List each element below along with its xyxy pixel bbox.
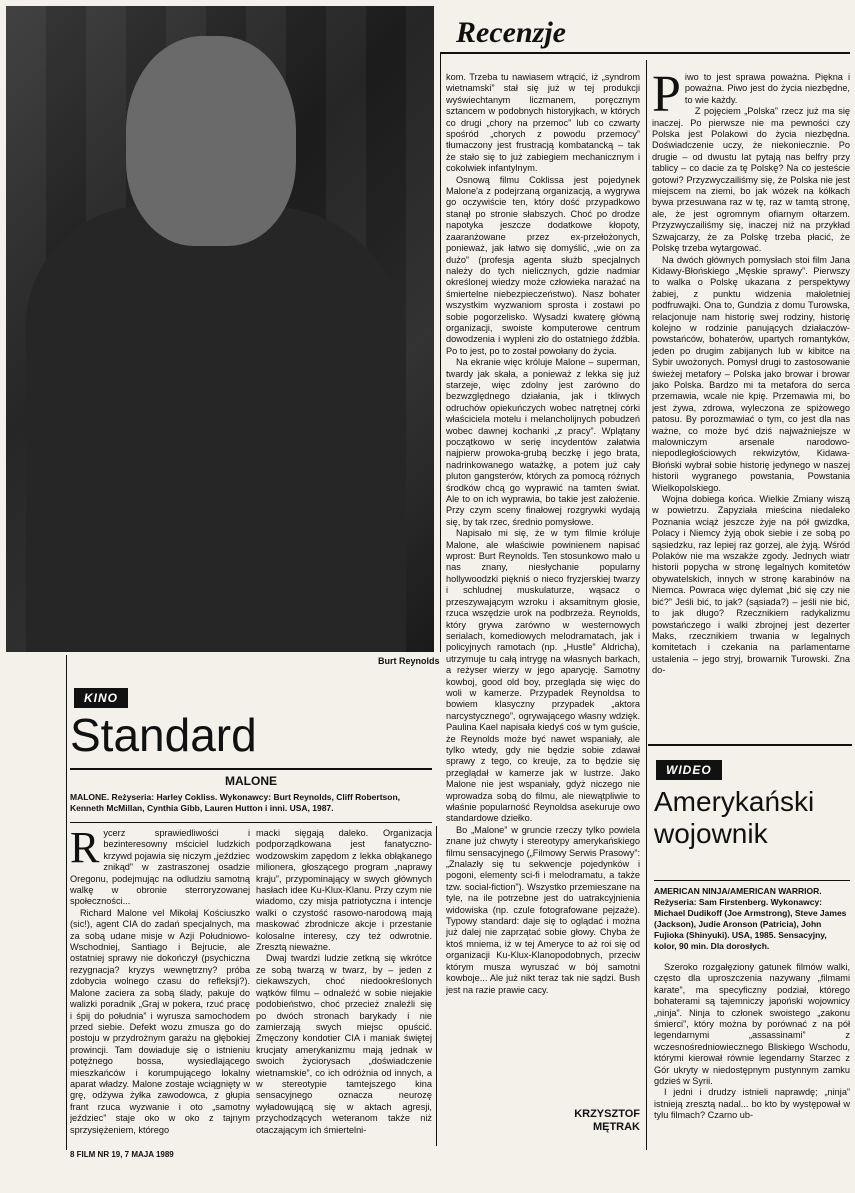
photo-burt-reynolds bbox=[6, 6, 434, 652]
kino-column-3 bbox=[446, 72, 640, 1102]
film-heading: MALONE bbox=[225, 774, 277, 788]
film-credits: MALONE. Reżyseria: Harley Cokliss. Wykonawcy: Burt Reynolds, Cliff Robertson, Kenneth McMillan, Cynthia Gibb, Lauren Hutton i inni. USA, 1987. bbox=[70, 792, 401, 813]
wideo-credits: AMERICAN NINJA/AMERICAN WARRIOR. Reżyseria: Sam Firstenberg. Wykonawcy: Michael Dudikoff (Joe Armstrong), Steve James (Jackson), Judie Aronson (Patricia), John Fujioka (Shinyuki). USA, 1985. Sensacyjny, kolor, 90 min. Dla dorosłych. bbox=[654, 886, 847, 951]
dropcap: R bbox=[70, 828, 100, 872]
title-rule bbox=[70, 768, 432, 770]
wideo-tag: WIDEO bbox=[656, 760, 722, 780]
paragraph: Napisało mi się, że w tym filmie króluje Malone, ale właściwie powinienem napisać wprost: Burt Reynolds. Ten stosunkowo mało u nas znany, niesłychanie popularny hollywoodzki piękniś o nieco fryzjerskiej twarzy i schludnej muskulaturze, wąsacz o przeszywającym wzroku i aksamitnym głosie, rzuca wszędzie urok na podbrzeża. Reynolds, który grywa zarówno w westernowych serialach, komediowych melodramatach, jak i policyjnych ramotach (np. „Hustle” Aldricha), utrzymuje tu całą intrygę na własnych barkach, a reżyser wierzy w jego aparycję. Samotny kowboj, good old boy, przegląda się więc do woli w kamerze. Przypadek Reynoldsa to bowiem klasyczny przypadek „aktora narcystycznego”, ogrywającego własny wdzięk. Paulina Kael napisała kiedyś coś w tym guście, że Reynolds może być nawet wspaniały, ale tylko wtedy, gdy nie będzie sobie zdawał sprawy z tego, co kreuje, za to będzie się przeglądał w kamerze jak w lustrze. Jako Malone nie jest wspaniały, gdyż niczego nie wprowadza sobą do filmu, ale niewątpliwie to właśnie popularność Reynoldsa asekuruje owo standardowe dziełko. bbox=[446, 528, 640, 824]
right-review bbox=[652, 72, 850, 742]
paragraph: Bo „Malone” w gruncie rzeczy tylko powiela znane już chwyty i stereotypy amerykańskiego filmu sensacyjnego („Filmowy Serwis Prasowy”: „Znalazły się tu sekwencje pojedynków i pogoni, elementy sci-fi i melodramatu, a także tzw. social-fiction”). Wszystko przemieszane na tyle, na ile potrzebne jest do uatrakcyjnienia widowiska (np. czule fotografowane pejzaże). Typowy standard: daje się to oglądać i można już dalej nie zaprzątać sobie głowy. Chyba że ktoś mniema, iż w tej Ameryce to aż roi się od organizacji Ku-Klux-Klanopodobnych, przeciw którym musza wyruszać w bój samotni kowboje... Ale już nikt teraz tak nie sądzi. Bush jest na razie prawie cacy. bbox=[446, 824, 640, 995]
paragraph: Z pojęciem „Polska” rzecz już ma się inaczej. Po pierwsze nie ma pewności czy Polska jest Polakowi do życia niezbędna. Doświadczenie uczy, że niekoniecznie. Po drugie – od dwustu lat pytają nas belfry przy tablicy – co dacie za tę Polskę? Na co jesteście gotowi? Przyzwyczailiśmy się, że Polska nie jest miejscem na ziemi, bo jak wózek na kółkach bywa przesuwana raz w tę, raz w tamtą stronę, ale, że jest ogromnym ofiarnym ołtarzem. Przyzwyczailiśmy się, inaczej niż na przykład Szwajcarzy, że za Polskę trzeba płacić, że Polskę trzeba wytargować. bbox=[652, 106, 850, 254]
author-first-name: KRZYSZTOF bbox=[574, 1108, 640, 1120]
kino-column-2 bbox=[256, 828, 432, 1148]
kino-tag: KINO bbox=[74, 688, 128, 708]
paragraph: Osnową filmu Coklissa jest pojedynek Malone'a z podejrzaną organizacją, a wygrywa go oczywiście ten, który dość przypadkowo stanął po stronie słabszych. Choć po drodze napotyka jeszcze dodatkowe kłopoty, zaaranżowane przez ex-przełożonych, ponieważ, jak łatwo się domyślić, „wie on za dużo” (profesja agenta służb specjalnych należy do tych nielicznych, gdzie nadmiar określonej wiedzy może człowieka narażać na śmiertelne niebezpieczeństwo). Nasz bohater wszystkim wyzwaniom sprosta i zostawi po sobie pogorzelisko. Wysadzi kwaterę główną organizacji, swoiste komputerowe centrum dowodzenia i wypleni zło do ostatniego źdźbła. Po to jest, po to został powołany do życia. bbox=[446, 174, 640, 356]
article-title: Standard bbox=[70, 709, 257, 761]
photo-figure-body bbox=[26, 206, 406, 652]
author-last-name: MĘTRAK bbox=[592, 1121, 640, 1133]
author-byline bbox=[520, 1108, 640, 1134]
paragraph: ycerz sprawiedliwości i bezinteresowny mściciel ludzkich krzywd pojawia się niczym „jeździec znikąd” w zastraszonej osadzie Oregonu, podejmując na odludziu samotną walkę w obronie sterroryzowanej społeczności... bbox=[70, 828, 250, 907]
paragraph: iwo to jest sprawa poważna. Piękna i poważna. Piwo jest do życia niezbędne, to wie każdy. bbox=[684, 72, 850, 105]
kino-column-1 bbox=[70, 828, 250, 1148]
paragraph: Dwaj twardzi ludzie zetkną się wkrótce ze sobą twarzą w twarz, by – jeden z ciekawszych, choć niedookreślonych wątków filmu – odnaleźć w sobie niejakie podobieństwo, choć przecież znaleźli się po dwóch stronach barykady i nie zamierzają swych miejsc opuścić. Zmęczony kondotier CIA i maniak świętej krucjaty amerykanizmu mają jednak w swoich życiorysach „doświadczenie wietnamskie”, co ich odróżnia od innych, a w stereotypie tamtejszego kina sensacyjnego oznacza neurozę wyładowującą się w aktach agresji, przychodzących weteranom także niż otaczającym ich śmiertelni- bbox=[256, 953, 432, 1135]
wideo-title-rule bbox=[654, 880, 850, 881]
page-footer: 8 FILM NR 19, 7 MAJA 1989 bbox=[70, 1150, 174, 1159]
credits-rule bbox=[70, 822, 432, 823]
paragraph: Richard Malone vel Mikołaj Kościuszko (sic!), agent CIA do zadań specjalnych, ma za sobą udane misje w Azji Południowo-Wschodniej, Santiago i Bejrucie, ale ostatniej sprawy nie dokończył (psychiczna rezygnacja? kryzys wewnętrzny? próba zdobycia wolnego czasu do refleksji?). Malone zaciera za sobą ślady, pakuje do walizki poradnik „Graj w pokera, rzuć pracę i śpij do południa” i wyrusza samochodem przed siebie. Defekt wozu zmusza go do postoju w przydrożnym garażu na głębokiej prowincji. Tam dowiaduje się o istnieniu potężnego bossa, wysiedlającego mieszkańców i korumpującego lokalny aparat władzy. Malone zostaje wciągnięty w grę, odżywa żyłka zawodowca, z głupia frant rzuca wyzwanie i oto „samotny jeździec” staje oko w oko z tajnym sprzysiężeniem, którego bbox=[70, 907, 250, 1135]
paragraph: macki sięgają daleko. Organizacja podporządkowana jest fanatyczno-wodzowskim zapędom z lekka obłąkanego milionera, głoszącego program „naprawy kraju”, przypominający w swych głównych hasłach idee Ku-Klux-Klanu. Przy czym nie wiadomo, czy misja patriotyczna i intencje walki o czystość rasowo-narodową mają maskować zbrodnicze akcje i przestanie kolosalne interesy, czy też odwrotnie. Zresztą nieważne. bbox=[256, 828, 432, 953]
photo-caption: Burt Reynolds bbox=[378, 656, 440, 666]
column-rule bbox=[440, 52, 441, 652]
wideo-title bbox=[654, 786, 854, 850]
column-rule bbox=[646, 60, 647, 1150]
paragraph: kom. Trzeba tu nawiasem wtrącić, iż „syndrom wietnamski” stał się już w tej produkcji wyświechtanym liczmanem, poręcznym sztancem w podobnych historyjkach, w których co drugi „chory na przemoc” lub co czwarty spośród „chorych z powodu przemocy” tłumaczony jest frustracją kombatancką – tak że stało się to już zabiegiem mechanicznym i cokolwiek infantylnym. bbox=[446, 72, 640, 174]
paragraph: Wojna dobiega końca. Wielkie Zmiany wiszą w powietrzu. Zapyziała mieścina niedaleko Poznania wciąż jeszcze żyje na pół gwizdka, Polacy i Niemcy żyją obok siebie i ze sobą po sąsiedzku, raz lepiej raz gorzej, ale żyją. Wśród Polaków nie ma wszakże zgody. Jednych wiatr historii popycha w stronę legalnych komitetów obywatelskich, innych w stronę karabinów na Niemca. Powraca więc dylemat „bić się czy nie bić?” Jeśli bić, to jak? (sąsiada?) – jeśli nie bić, to jak długo? Rzecznikiem radykalizmu powstańczego i walki zbrojnej jest dezerter Maks, rzecznikiem trwania w legalnych komitetach i czekania na parlamentarne ustalenia – jego stryj, browarnik Turowski. Zna do- bbox=[652, 494, 850, 676]
wideo-title-line-1: Amerykański bbox=[654, 786, 815, 817]
section-title: Recenzje bbox=[456, 16, 566, 49]
paragraph: Na dwóch głównych pomysłach stoi film Jana Kidawy-Błońskiego „Męskie sprawy”. Pierwszy to walka o Polskę ukazana z perspektywy żabiej, z punktu widzenia małoletniej podfruwajki. Ona to, Gundzia z domu Turowska, relacjonuje nam historię swej rodziny, historię kolejno w rodzinie panujących działaczów-powstańców, bohaterów, upartych romantyków, jeden po drugim zabijanych lub w kibitce na Sybir uwożonych. Pomysł drugi to zastosowanie świeżej metafory – Polska jako browar i browar jako Polska. Bardzo mi ta metafora do serca przemawia, wcale nie kpię. Przemawia mi, bo jest żywa, zdrowa, wyleczona ze spiżowego patosu. By porozmawiać o tym, co jest dla nas ważne, co może być dziś najważniejsze w malowniczym arsenale narodowo-niepodległościowych rekwizytów, Kidawa-Błoński wybrał sobie historię jedynego w naszej historii wygranego powstania, Powstania Wielkopolskiego. bbox=[652, 254, 850, 493]
paragraph: I jedni i drudzy istnieli naprawdę; „ninja” istnieją zresztą nadal... bo kto by występował w tylu filmach? Czarno ub- bbox=[654, 1087, 850, 1121]
column-rule bbox=[436, 826, 437, 1146]
paragraph: Szeroko rozgałęziony gatunek filmów walki, często dla uproszczenia nazywany „filmami karate”, ma specyficzny podział, którego bohaterami są tajemniczy japoński wojownicy „ninja”. Ninja to członek swoistego „zakonu śmierci”, który można by porównać z na pół legendarnymi „assassinami” z wczesnośredniowiecznego Bliskiego Wschodu, którymi kierował równie legendarny Starzec z Gór ukryty w niedostępnym pustynnym zamku gdzieś w Syrii. bbox=[654, 962, 850, 1087]
photo-figure-head bbox=[126, 36, 296, 246]
wideo-title-line-2: wojownik bbox=[654, 818, 768, 849]
wideo-body bbox=[654, 962, 850, 1150]
dropcap: P bbox=[652, 72, 681, 123]
wideo-rule bbox=[648, 744, 852, 746]
column-rule bbox=[66, 655, 67, 1150]
paragraph: Na ekranie więc króluje Malone – superman, twardy jak skała, a ponieważ z lekka się już starzeje, więc zdolny jest zarówno do bezwzględnego działania, jak i tkliwych odruchów opiekuńczych wobec natrętnej córki właściciela motelu i melancholijnych pobudzeń wobec dawnej kochanki „z pracy”. Wplątany początkowo w serię incydentów załatwia najpierw prowoka-grubą beczkę i jego brata, nadrinkowanego watażkę, a potem już cały pluton gangsterów, których za pomocą różnych środków chcą go wyprawić na tamten świat. Ale to on ich wyprawia, bo takie jest założenie. Przy czym sceny finałowej rozgrywki wydają się, by tak rzec, średnio pomysłowe. bbox=[446, 357, 640, 527]
